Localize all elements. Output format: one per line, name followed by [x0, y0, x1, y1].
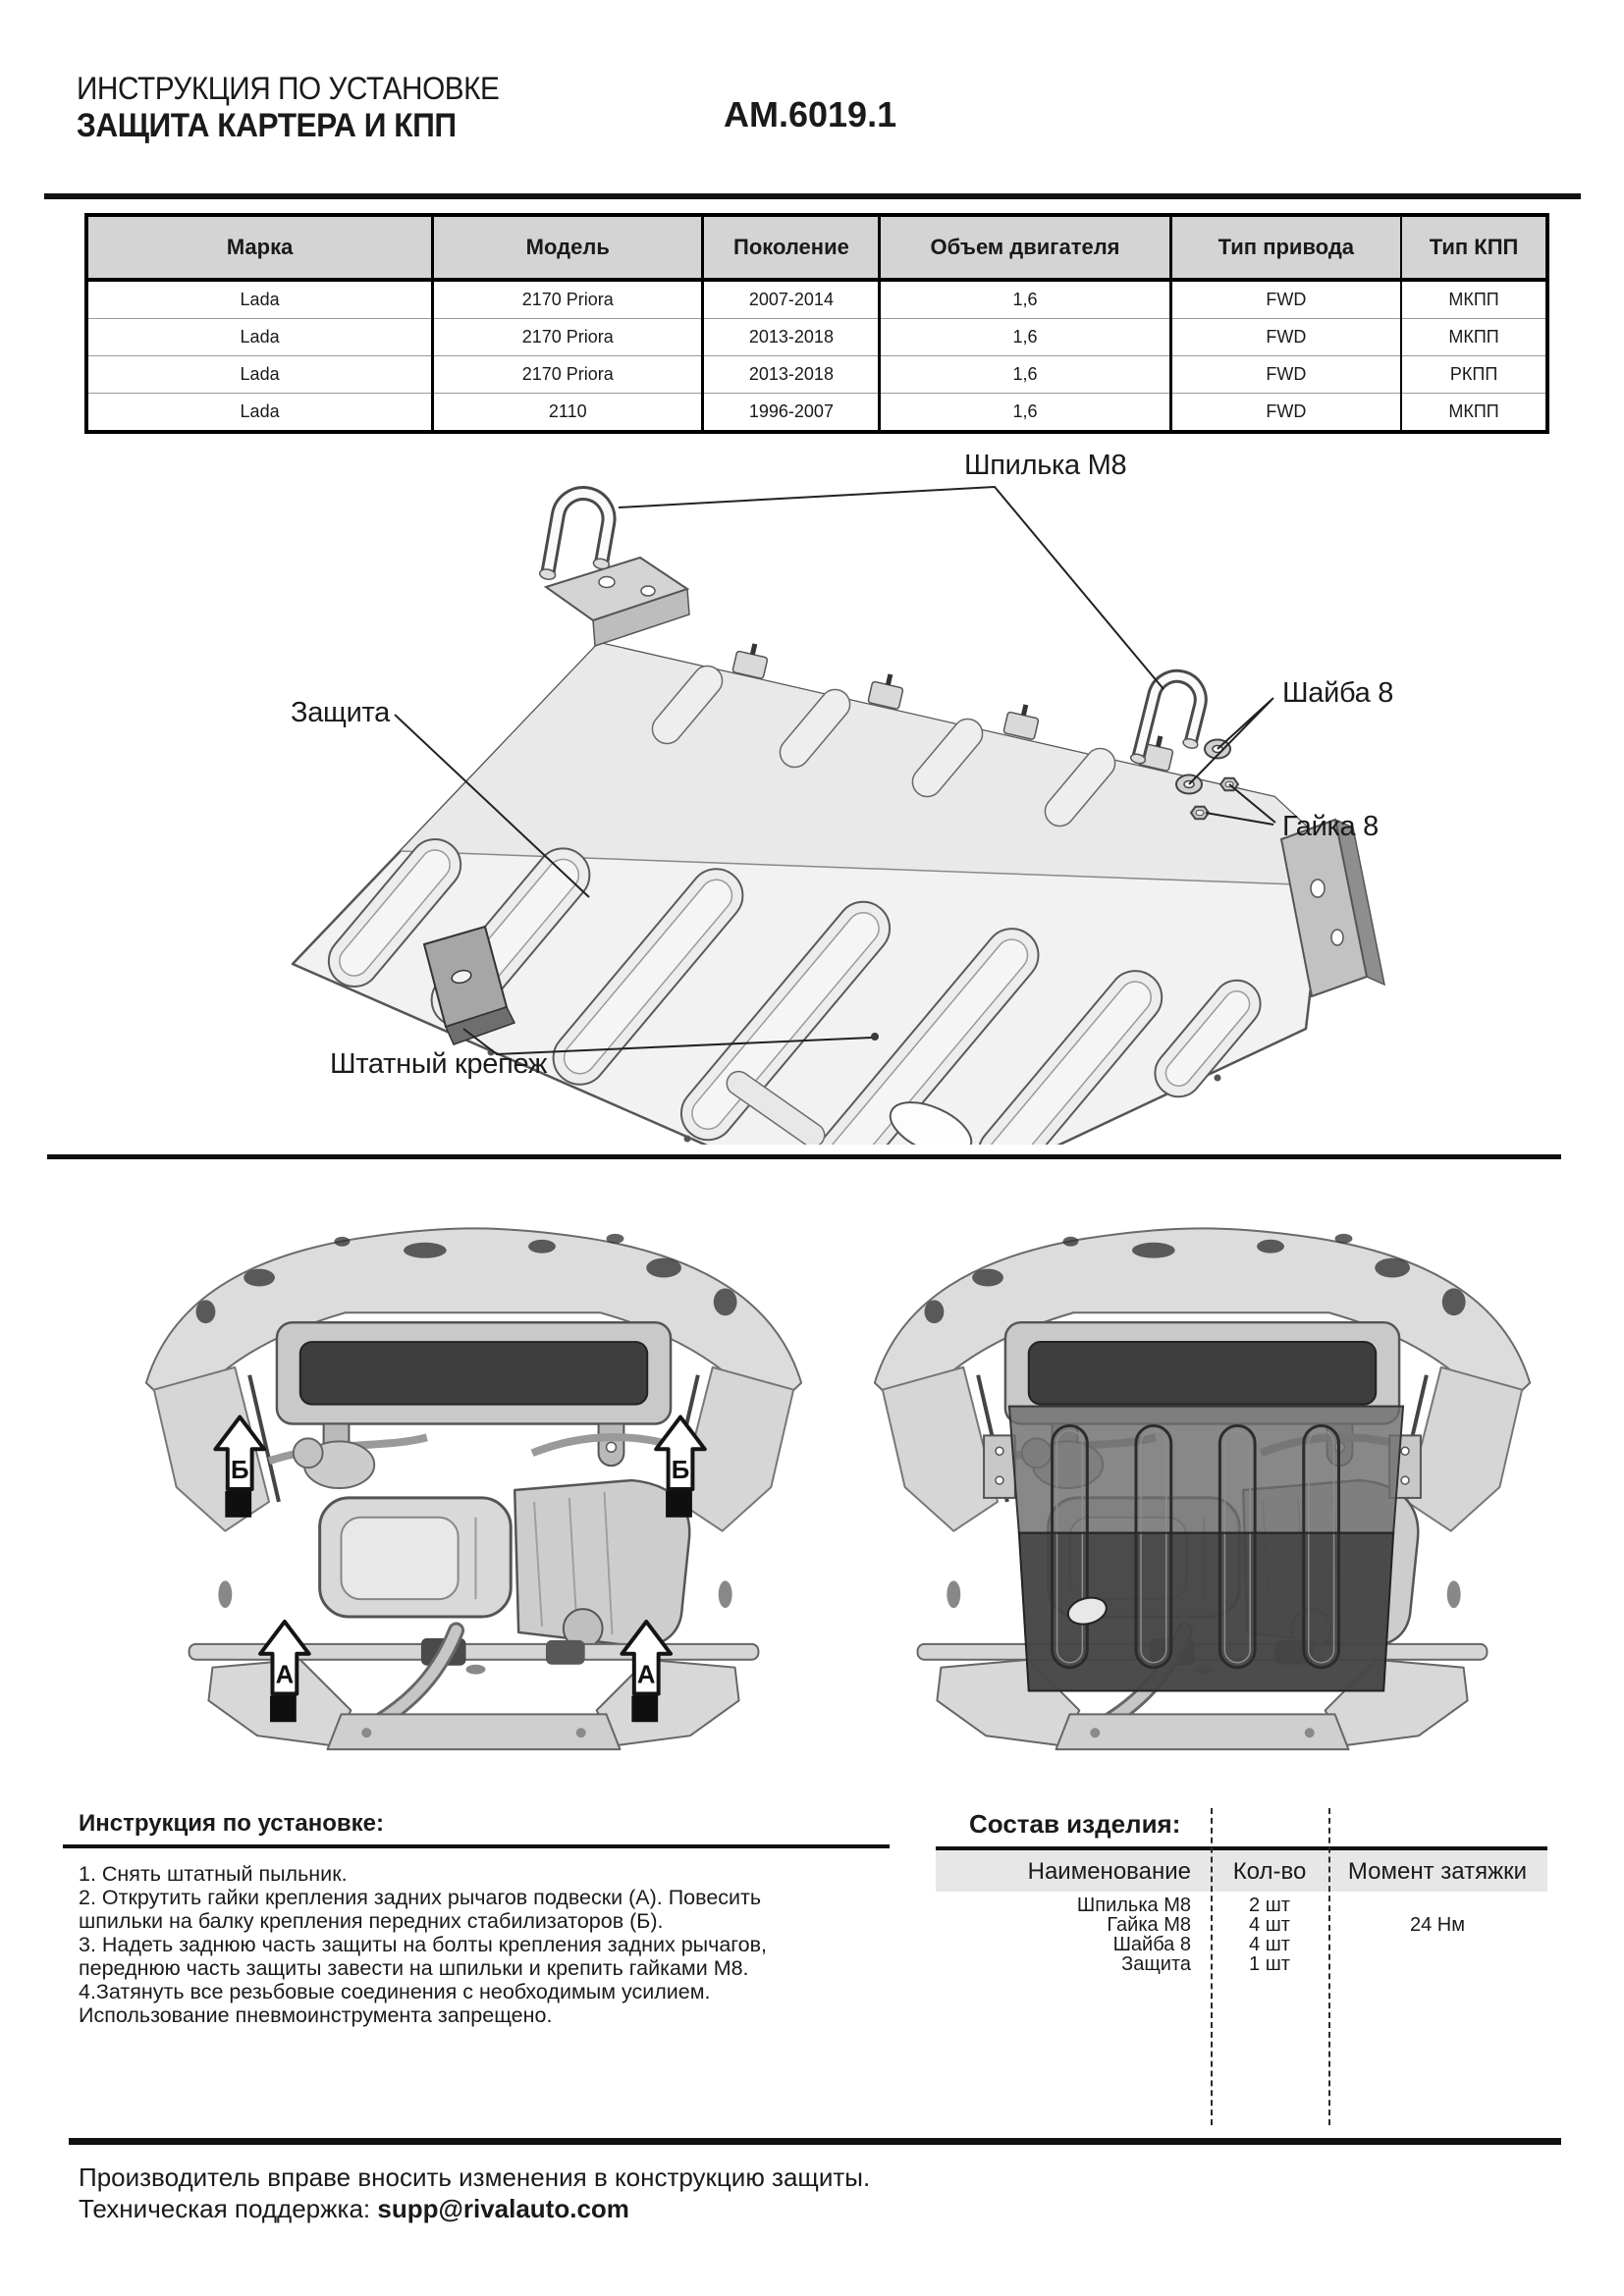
col-header-brand: Марка	[86, 215, 433, 280]
label-washer-8: Шайба 8	[1282, 677, 1394, 709]
cell-brand: Lada	[86, 319, 433, 356]
footer-disclaimer: Производитель вправе вносить изменения в конструкцию защиты.	[79, 2163, 871, 2192]
cell-gearbox: МКПП	[1401, 319, 1547, 356]
instruction-line: 2. Открутить гайки крепления задних рычагов подвески (А). Повесить	[79, 1886, 762, 1909]
support-email[interactable]: supp@rivalauto.com	[377, 2194, 629, 2223]
fitment-header-row	[86, 215, 1547, 280]
instruction-line: 4.Затянуть все резьбовые соединения с необходимым усилием.	[79, 1980, 711, 2003]
cell-model: 2170 Priora	[433, 319, 703, 356]
label-nut-8: Гайка 8	[1282, 811, 1379, 842]
footer-support-label: Техническая поддержка:	[79, 2194, 378, 2223]
parts-divider-dashed-right	[1328, 1808, 1330, 2125]
cell-gearbox: МКПП	[1401, 280, 1547, 319]
part-name: Гайка М8	[1107, 1914, 1191, 1936]
cell-drive: FWD	[1170, 280, 1401, 319]
cell-brand: Lada	[86, 280, 433, 319]
exploded-view-diagram	[0, 442, 1624, 1145]
part-qty: 4 шт	[1249, 1934, 1290, 1955]
marker-letter: А	[636, 1661, 656, 1689]
cell-engine: 1,6	[880, 356, 1170, 394]
col-header-gearbox: Тип КПП	[1401, 215, 1547, 280]
photo-underbody-before	[133, 1209, 815, 1765]
part-name: Шайба 8	[1112, 1934, 1191, 1955]
instructions-divider	[63, 1844, 890, 1848]
label-oem-fastener: Штатный крепеж	[330, 1048, 548, 1080]
marker-letter: Б	[230, 1457, 249, 1485]
instruction-line: 3. Надеть заднюю часть защиты на болты крепления задних рычагов,	[79, 1933, 768, 1956]
cell-brand: Lada	[86, 356, 433, 394]
torque-value: 24 Нм	[1410, 1914, 1465, 1936]
installed-plate	[984, 1407, 1421, 1691]
label-plate: Защита	[291, 697, 390, 728]
part-name: Шпилька М8	[1076, 1895, 1191, 1916]
pointed-fastener	[871, 1033, 879, 1041]
cell-gearbox: МКПП	[1401, 394, 1547, 433]
marker-letter: А	[275, 1661, 295, 1689]
front-left-bracket	[546, 558, 689, 646]
instruction-line: Использование пневмоинструмента запрещено.	[79, 2003, 553, 2027]
part-name: Защита	[1121, 1953, 1191, 1975]
part-qty: 2 шт	[1249, 1895, 1290, 1916]
part-qty: 1 шт	[1249, 1953, 1290, 1975]
cell-engine: 1,6	[880, 319, 1170, 356]
label-stud-m8: Шпилька М8	[964, 450, 1127, 481]
footer-divider	[69, 2138, 1561, 2145]
parts-col-torque: Момент затяжки	[1347, 1858, 1528, 1885]
photo-underbody-after	[860, 1209, 1544, 1765]
cell-engine: 1,6	[880, 280, 1170, 319]
instruction-line: переднюю часть защиты завести на шпильки и крепить гайками М8.	[79, 1956, 749, 1980]
table-row	[86, 280, 1547, 319]
col-header-engine: Объем двигателя	[880, 215, 1170, 280]
cell-gearbox: РКПП	[1401, 356, 1547, 394]
cell-model: 2110	[433, 394, 703, 433]
table-row	[86, 356, 1547, 394]
header-divider	[44, 193, 1581, 199]
marker-letter: Б	[671, 1457, 690, 1485]
cell-generation: 2013-2018	[703, 319, 880, 356]
cell-drive: FWD	[1170, 319, 1401, 356]
footer-support	[79, 2194, 629, 2224]
col-header-generation: Поколение	[703, 215, 880, 280]
cell-drive: FWD	[1170, 356, 1401, 394]
part-number: АМ.6019.1	[724, 94, 897, 134]
instruction-line: шпильки на балку крепления передних стабилизаторов (Б).	[79, 1909, 664, 1933]
fitment-table	[84, 213, 1549, 434]
cell-generation: 2013-2018	[703, 356, 880, 394]
parts-col-qty: Кол-во	[1232, 1858, 1307, 1885]
part-qty: 4 шт	[1249, 1914, 1290, 1936]
cell-drive: FWD	[1170, 394, 1401, 433]
cell-engine: 1,6	[880, 394, 1170, 433]
instructions-title: Инструкция по установке:	[79, 1810, 385, 1837]
parts-list-title: Состав изделия:	[969, 1809, 1181, 1839]
cell-generation: 2007-2014	[703, 280, 880, 319]
table-row	[86, 319, 1547, 356]
document-type-title: ИНСТРУКЦИЯ ПО УСТАНОВКЕ	[77, 71, 500, 106]
instruction-line: 1. Снять штатный пыльник.	[79, 1862, 348, 1886]
parts-col-name: Наименование	[1027, 1858, 1191, 1885]
cell-model: 2170 Priora	[433, 280, 703, 319]
product-title: ЗАЩИТА КАРТЕРА И КПП	[77, 107, 457, 144]
section-divider	[47, 1154, 1561, 1159]
cell-model: 2170 Priora	[433, 356, 703, 394]
cell-generation: 1996-2007	[703, 394, 880, 433]
table-row	[86, 394, 1547, 433]
cell-brand: Lada	[86, 394, 433, 433]
col-header-drive: Тип привода	[1170, 215, 1401, 280]
col-header-model: Модель	[433, 215, 703, 280]
